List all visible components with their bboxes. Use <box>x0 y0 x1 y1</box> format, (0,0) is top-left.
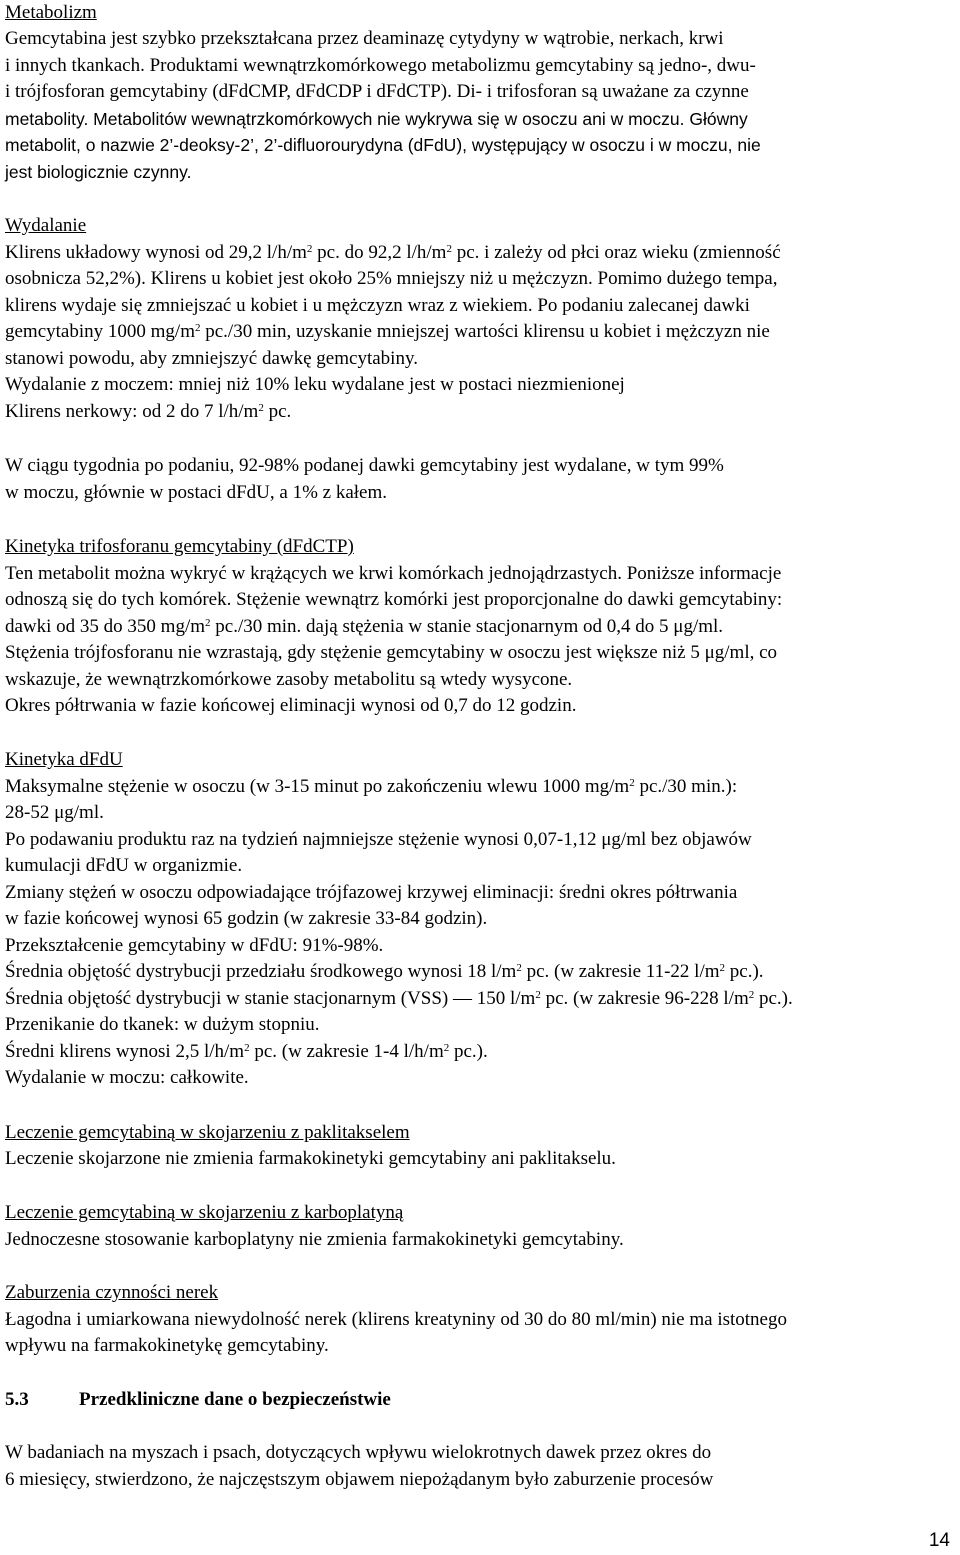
heading-metabolism: Metabolizm <box>5 2 97 23</box>
dfdctp-line: Ten metabolit można wykryć w krążących we krwi komórkach jednojądrzastych. Poniższe informacje <box>5 563 782 584</box>
metabolism-line: metabolit, o nazwie 2’-deoksy-2’, 2’-difluorourydyna (dFdU), występujący w osoczu i w moczu, nie <box>5 135 761 155</box>
carboplatin-text: Jednoczesne stosowanie karboplatyny nie zmienia farmakokinetyki gemcytabiny. <box>5 1229 624 1250</box>
excretion-line: stanowi powodu, aby zmniejszyć dawkę gemcytabiny. <box>5 348 418 369</box>
heading-paclitaxel: Leczenie gemcytabiną w skojarzeniu z paklitakselem <box>5 1122 410 1143</box>
dfdu-line: Maksymalne stężenie w osoczu (w 3-15 minut po zakończeniu wlewu 1000 $mg/m^2$ pc./30 min.): <box>5 776 738 797</box>
section-title: Przedkliniczne dane o bezpieczeństwie <box>79 1389 391 1410</box>
metabolism-line: i trójfosforan gemcytabiny (dFdCMP, dFdCDP i dFdCTP). Di- i trifosforan są uważane za czynne <box>5 81 749 102</box>
dfdctp-line: wskazuje, że wewnątrzkomórkowe zasoby metabolitu są wtedy wysycone. <box>5 669 573 690</box>
heading-dfdctp: Kinetyka trifosforanu gemcytabiny (dFdCTP) <box>5 536 354 557</box>
excretion-line: gemcytabiny 1000 $mg/m^2$ pc./30 min, uzyskanie mniejszej wartości klirensu u kobiet i mężczyzn nie <box>5 321 770 342</box>
excretion-line: osobnicza 52,2%). Klirens u kobiet jest około 25% mniejszy niż u mężczyzn. Pomimo dużego tempa, <box>5 268 778 289</box>
section-number: 5.3 <box>5 1389 29 1410</box>
excretion-line: klirens wydaje się zmniejszać u kobiet i u mężczyzn wraz z wiekiem. Po podaniu zalecanej dawki <box>5 295 750 316</box>
dfdu-line: Średni klirens wynosi 2,5 $l/h/m^2$ pc. (w zakresie 1-4 $l/h/m^2$ pc.). <box>5 1041 488 1062</box>
excretion-line: Klirens układowy wynosi od 29,2 $l/h/m^2$ pc. do 92,2 $l/h/m^2$ pc. i zależy od płci oraz wieku (zmienność <box>5 242 781 263</box>
dfdu-line: Średnia objętość dystrybucji w stanie stacjonarnym (VSS) — 150 $l/m^2$ pc. (w zakresie 96-228 $l/m^2$ pc.). <box>5 988 793 1009</box>
preclinical-line: W badaniach na myszach i psach, dotyczących wpływu wielokrotnych dawek przez okres do <box>5 1442 712 1463</box>
dfdctp-line: Stężenia trójfosforanu nie wzrastają, gdy stężenie gemcytabiny w osoczu jest większe niż 5 μg/ml, co <box>5 642 778 663</box>
excretion-line: Klirens nerkowy: od 2 do 7 $l/h/m^2$ pc. <box>5 401 292 422</box>
renal-line: Łagodna i umiarkowana niewydolność nerek (klirens kreatyniny od 30 do 80 ml/min) nie ma istotnego <box>5 1309 787 1330</box>
dfdu-line: w fazie końcowej wynosi 65 godzin (w zakresie 33-84 godzin). <box>5 908 488 929</box>
dfdu-line: Wydalanie w moczu: całkowite. <box>5 1067 249 1088</box>
dfdu-line: Średnia objętość dystrybucji przedziału środkowego wynosi 18 $l/m^2$ pc. (w zakresie 11-22 $l/m^2$ pc.). <box>5 961 764 982</box>
heading-excretion: Wydalanie <box>5 215 87 236</box>
renal-line: wpływu na farmakokinetykę gemcytabiny. <box>5 1335 329 1356</box>
page-number: 14 <box>928 1530 950 1551</box>
weekly-excretion-line: W ciągu tygodnia po podaniu, 92-98% podanej dawki gemcytabiny jest wydalane, w tym 99% <box>5 455 724 476</box>
dfdctp-line: odnoszą się do tych komórek. Stężenie wewnątrz komórki jest proporcjonalne do dawki gemcytabiny: <box>5 589 783 610</box>
heading-dfdu: Kinetyka dFdU <box>5 749 123 770</box>
metabolism-line: metabolity. Metabolitów wewnątrzkomórkowych nie wykrywa się w osoczu ani w moczu. Główny <box>5 109 748 129</box>
weekly-excretion-line: w moczu, głównie w postaci dFdU, a 1% z kałem. <box>5 482 388 503</box>
dfdu-line: Przekształcenie gemcytabiny w dFdU: 91%-98%. <box>5 935 384 956</box>
paclitaxel-text: Leczenie skojarzone nie zmienia farmakokinetyki gemcytabiny ani paklitakselu. <box>5 1148 616 1169</box>
heading-carboplatin: Leczenie gemcytabiną w skojarzeniu z karboplatyną <box>5 1202 404 1223</box>
dfdu-line: kumulacji dFdU w organizmie. <box>5 855 243 876</box>
dfdu-line: Zmiany stężeń w osoczu odpowiadające trójfazowej krzywej eliminacji: średni okres półtrwania <box>5 882 738 903</box>
metabolism-line: i innych tkankach. Produktami wewnątrzkomórkowego metabolizmu gemcytabiny są jedno-, dwu- <box>5 55 756 76</box>
dfdu-line: 28-52 μg/ml. <box>5 802 104 823</box>
metabolism-line: Gemcytabina jest szybko przekształcana przez deaminazę cytydyny w wątrobie, nerkach, krwi <box>5 28 724 49</box>
dfdctp-line: dawki od 35 do 350 $mg/m^2$ pc./30 min. dają stężenia w stanie stacjonarnym od 0,4 do 5 μg/ml. <box>5 616 724 637</box>
dfdu-line: Po podawaniu produktu raz na tydzień najmniejsze stężenie wynosi 0,07-1,12 μg/ml bez objawów <box>5 829 752 850</box>
excretion-line: Wydalanie z moczem: mniej niż 10% leku wydalane jest w postaci niezmienionej <box>5 374 625 395</box>
preclinical-line: 6 miesięcy, stwierdzono, że najczęstszym objawem niepożądanym było zaburzenie procesów <box>5 1469 714 1490</box>
dfdu-line: Przenikanie do tkanek: w dużym stopniu. <box>5 1014 320 1035</box>
dfdctp-line: Okres półtrwania w fazie końcowej eliminacji wynosi od 0,7 do 12 godzin. <box>5 695 577 716</box>
heading-renal: Zaburzenia czynności nerek <box>5 1282 219 1303</box>
metabolism-line: jest biologicznie czynny. <box>5 162 192 182</box>
